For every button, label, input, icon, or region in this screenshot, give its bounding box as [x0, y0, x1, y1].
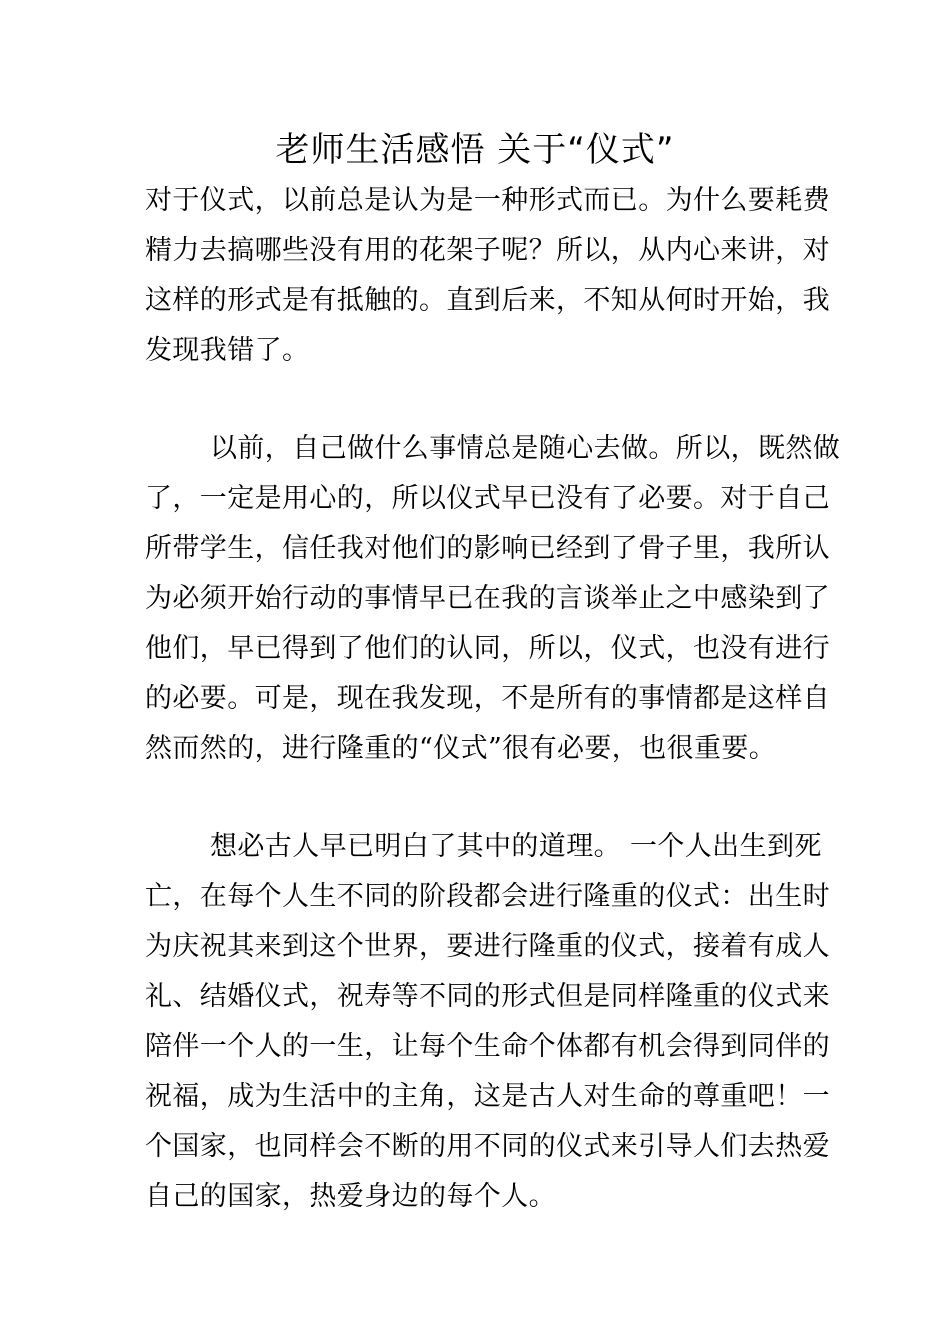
paragraph-2-line-7: 然而然的，进行隆重的“仪式”很有必要，也很重要。 [145, 733, 777, 764]
paragraph-2-line-6: 的必要。可是，现在我发现，不是所有的事情都是这样自 [145, 683, 830, 714]
paragraph-2-line-2: 了，一定是用心的，所以仪式早已没有了必要。对于自己 [145, 483, 830, 514]
paragraph-3-line-6: 祝福，成为生活中的主角，这是古人对生命的尊重吧！一 [145, 1081, 830, 1112]
paragraph-2-line-3: 所带学生，信任我对他们的影响已经到了骨子里，我所认 [145, 533, 830, 564]
paragraph-3-line-5: 陪伴一个人的一生，让每个生命个体都有机会得到同伴的 [145, 1031, 830, 1062]
paragraph-2-line-4: 为必须开始行动的事情早已在我的言谈举止之中感染到了 [145, 583, 830, 614]
paragraph-3-line-1: 想必古人早已明白了其中的道理。 一个人出生到死 [210, 831, 822, 862]
paragraph-3-line-8: 自己的国家，热爱身边的每个人。 [145, 1181, 556, 1212]
paragraph-2-line-1: 以前，自己做什么事情总是随心去做。所以，既然做 [210, 433, 841, 464]
paragraph-3-line-7: 个国家，也同样会不断的用不同的仪式来引导人们去热爱 [145, 1131, 830, 1162]
paragraph-1-line-4: 发现我错了。 [145, 335, 310, 366]
paragraph-3-line-3: 为庆祝其来到这个世界，要进行隆重的仪式，接着有成人 [145, 931, 830, 962]
paragraph-3-line-2: 亡，在每个人生不同的阶段都会进行隆重的仪式：出生时 [145, 881, 830, 912]
document-title: 老师生活感悟 关于“仪式” [275, 130, 675, 170]
paragraph-2-line-5: 他们，早已得到了他们的认同，所以，仪式，也没有进行 [145, 633, 830, 664]
paragraph-1-line-3: 这样的形式是有抵触的。直到后来，不知从何时开始，我 [145, 285, 830, 316]
paragraph-1-line-2: 精力去搞哪些没有用的花架子呢？所以，从内心来讲，对 [145, 235, 830, 266]
paragraph-1-line-1: 对于仪式，以前总是认为是一种形式而已。为什么要耗费 [145, 185, 830, 216]
paragraph-3-line-4: 礼、结婚仪式，祝寿等不同的形式但是同样隆重的仪式来 [145, 981, 830, 1012]
